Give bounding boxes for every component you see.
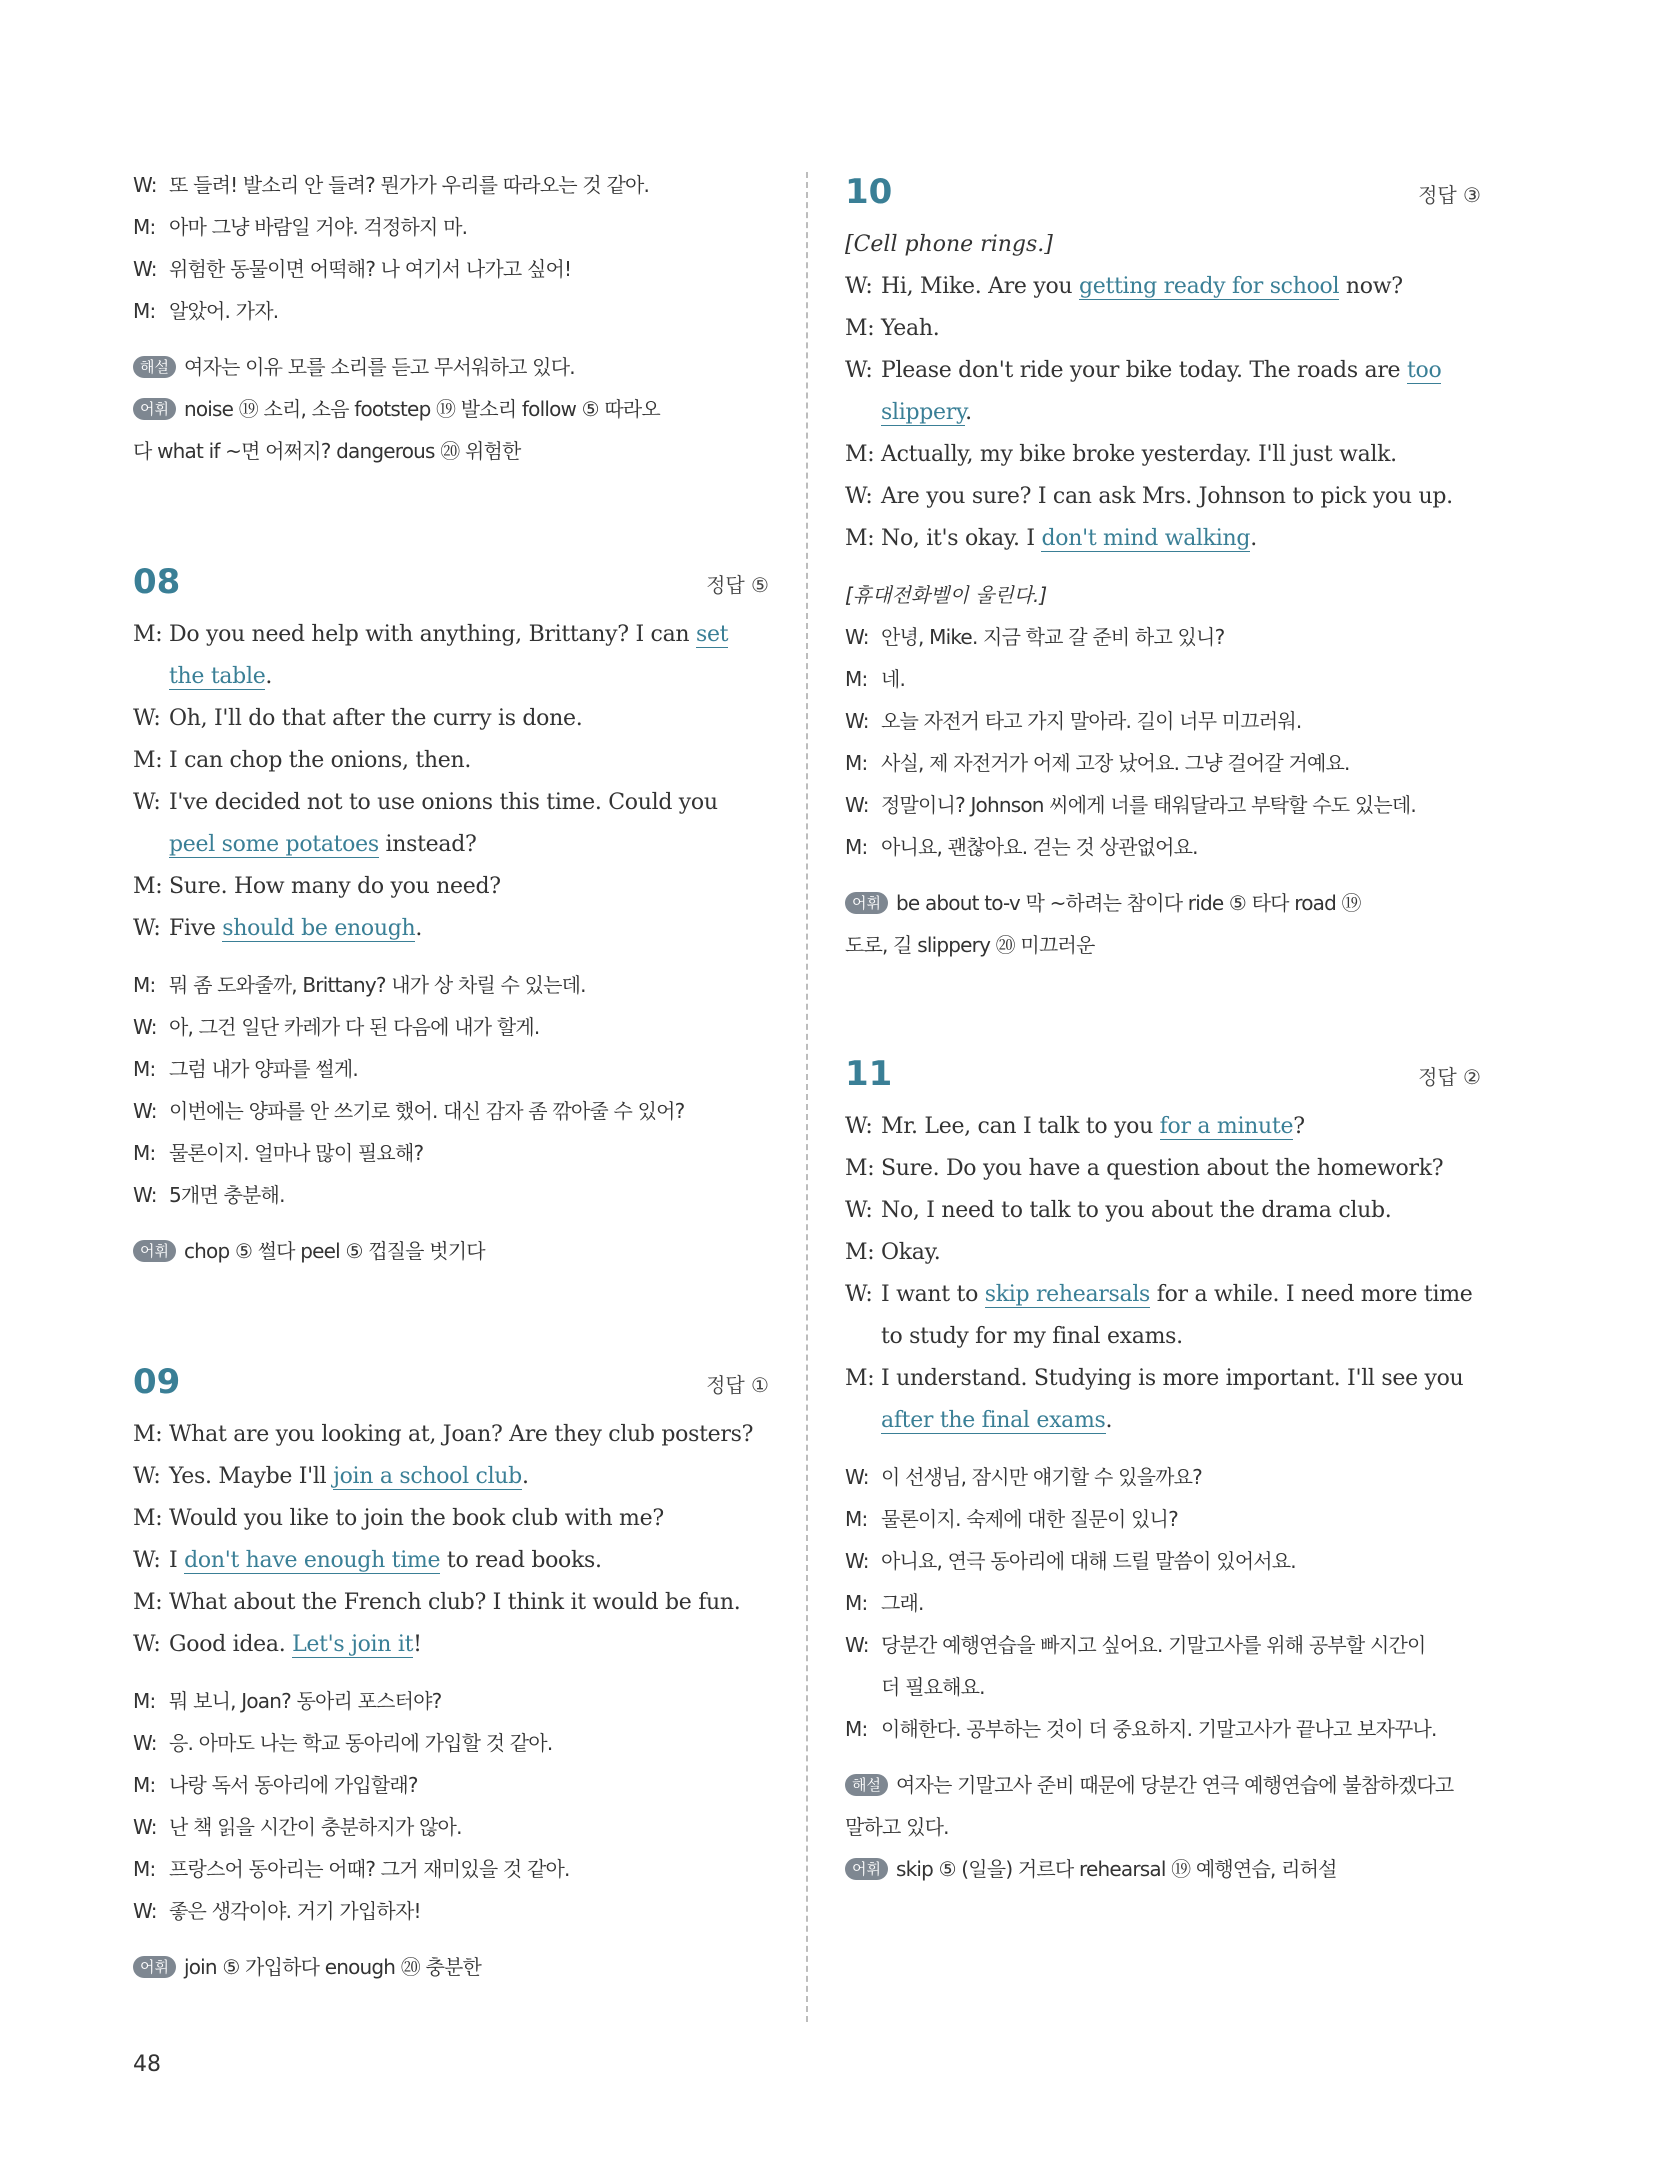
vocab-badge: 어휘: [845, 1858, 888, 1880]
speaker: M:: [133, 973, 156, 997]
line-text: 난 책 읽을 시간이 충분하지가 않아.: [169, 1815, 462, 1839]
speaker: M:: [133, 1422, 163, 1447]
vocab-text: skip ⑤ (일을) 거르다 rehearsal ⑲ 예행연습, 리허설: [895, 1857, 1337, 1881]
speaker: W:: [133, 173, 157, 197]
question-number: 08: [133, 562, 181, 602]
translation-line: [133, 1132, 769, 1174]
explanation-text: 여자는 기말고사 준비 때문에 당분간 연극 예행연습에 불참하겠다고: [895, 1773, 1454, 1797]
dialogue-line: [133, 248, 769, 290]
line-text: 응. 아마도 나는 학교 동아리에 가입할 것 같아.: [169, 1731, 553, 1755]
dialogue-line: [133, 656, 769, 698]
translation-line: [133, 1806, 769, 1848]
speaker: W:: [133, 1015, 157, 1039]
question-number: 10: [845, 172, 893, 212]
line-text: 아, 그건 일단 카레가 다 된 다음에 내가 할게.: [169, 1015, 540, 1039]
speaker: W:: [845, 1633, 869, 1657]
blank-answer: join a school club: [333, 1464, 522, 1489]
dialogue-line: [133, 1414, 769, 1456]
speaker: W:: [133, 1464, 161, 1489]
line-text: .: [521, 1464, 529, 1489]
line-text: 안녕, Mike. 지금 학교 갈 준비 하고 있니?: [881, 625, 1225, 649]
dialogue-line: [845, 392, 1481, 434]
line-text: .: [1105, 1408, 1113, 1433]
speaker: M:: [845, 1366, 875, 1391]
speaker: M:: [845, 1507, 868, 1531]
line-text: 프랑스어 동아리는 어때? 그거 재미있을 것 같아.: [169, 1857, 570, 1881]
line-text: 아니요, 괜찮아요. 걷는 것 상관없어요.: [881, 835, 1198, 859]
line-text: No, I need to talk to you about the drama club.: [881, 1198, 1392, 1223]
section-08: [133, 562, 769, 1272]
section-09: [133, 1362, 769, 1988]
dialogue-line: [845, 1400, 1481, 1442]
speaker: W:: [845, 1549, 869, 1573]
speaker: M:: [845, 526, 875, 551]
dialogue-line: [133, 908, 769, 950]
dialogue-line: [133, 782, 769, 824]
dialogue-line: [845, 1358, 1481, 1400]
line-text: 아마 그냥 바람일 거야. 걱정하지 마.: [169, 215, 468, 239]
translation-line: [133, 1006, 769, 1048]
line-text: 그래.: [881, 1591, 924, 1615]
line-text: for a while. I need more time: [1150, 1282, 1473, 1307]
dialogue-line: [845, 350, 1481, 392]
speaker: W:: [845, 709, 869, 733]
translation-line: [845, 1624, 1481, 1666]
translation-line: [133, 1890, 769, 1932]
dialogue-line: [845, 308, 1481, 350]
speaker: W:: [133, 1099, 157, 1123]
dialogue-line: [845, 1274, 1481, 1316]
blank-answer: skip rehearsals: [984, 1282, 1151, 1307]
column-divider: [806, 172, 808, 2022]
speaker: M:: [133, 1057, 156, 1081]
line-text: 네.: [881, 667, 906, 691]
line-text: What are you looking at, Joan? Are they club posters?: [169, 1422, 754, 1447]
vocabulary-continued: [845, 924, 1481, 966]
blank-answer: should be enough: [222, 916, 416, 941]
line-text: No, it's okay. I: [881, 526, 1042, 551]
vocabulary: [133, 1946, 769, 1988]
line-text: What about the French club? I think it would be fun.: [169, 1590, 741, 1615]
line-text: 더 필요해요.: [881, 1675, 985, 1699]
blank-answer: for a minute: [1159, 1114, 1294, 1139]
line-text: 물론이지. 얼마나 많이 필요해?: [169, 1141, 424, 1165]
translation-line: [845, 826, 1481, 868]
blank-answer: slippery: [881, 400, 966, 425]
dialogue-line: [133, 290, 769, 332]
vocab-text: noise ⑲ 소리, 소음 footstep ⑲ 발소리 follow ⑤ 따라오: [183, 397, 660, 421]
speaker: M:: [845, 442, 875, 467]
line-text: to read books.: [440, 1548, 602, 1573]
explanation: [845, 1764, 1481, 1806]
answer-label: 정답 ①: [706, 1373, 769, 1397]
vocabulary: [845, 1848, 1481, 1890]
translation-line: [133, 1090, 769, 1132]
dialogue-line: [845, 266, 1481, 308]
translation-line: [845, 1498, 1481, 1540]
speaker: M:: [133, 1506, 163, 1531]
speaker: W:: [845, 625, 869, 649]
speaker: M:: [845, 1240, 875, 1265]
line-text: !: [413, 1632, 422, 1657]
dialogue-line: [845, 434, 1481, 476]
speaker: W:: [133, 706, 161, 731]
speaker: W:: [845, 1465, 869, 1489]
section-07-continued: [133, 164, 769, 472]
line-text: ?: [1293, 1114, 1305, 1139]
blank-answer: getting ready for school: [1078, 274, 1340, 299]
question-header: [845, 1054, 1481, 1106]
translation-line: [845, 742, 1481, 784]
vocabulary-continued: [133, 430, 769, 472]
dialogue-line: [133, 1624, 769, 1666]
line-text: Please don't ride your bike today. The roads are: [881, 358, 1407, 383]
blank-answer: don't mind walking: [1041, 526, 1251, 551]
line-text: 5개면 충분해.: [169, 1183, 285, 1207]
translation-line: [133, 1848, 769, 1890]
blank-answer: don't have enough time: [184, 1548, 441, 1573]
line-text: Actually, my bike broke yesterday. I'll just walk.: [881, 442, 1397, 467]
line-text: Would you like to join the book club with me?: [169, 1506, 664, 1531]
translation-line: [845, 700, 1481, 742]
speaker: W:: [133, 1899, 157, 1923]
speaker: W:: [133, 1815, 157, 1839]
blank-answer: after the final exams: [881, 1408, 1106, 1433]
answer-label: 정답 ③: [1418, 183, 1481, 207]
dialogue-line: [133, 1582, 769, 1624]
explanation: [133, 346, 769, 388]
stage-direction: [Cell phone rings.]: [845, 232, 1053, 257]
line-text: 위험한 동물이면 어떡해? 나 여기서 나가고 싶어!: [169, 257, 572, 281]
speaker: M:: [133, 1857, 156, 1881]
speaker: W:: [133, 916, 161, 941]
speaker: M:: [133, 874, 163, 899]
blank-answer: Let's join it: [292, 1632, 414, 1657]
line-text: .: [965, 400, 972, 425]
vocabulary: [845, 882, 1481, 924]
speaker: M:: [845, 316, 875, 341]
speaker: W:: [845, 358, 873, 383]
speaker: W:: [133, 790, 161, 815]
translation-line: [133, 1680, 769, 1722]
line-text: I want to: [881, 1282, 985, 1307]
question-number: 11: [845, 1054, 893, 1094]
line-text: 그럼 내가 양파를 썰게.: [169, 1057, 358, 1081]
line-text: to study for my final exams.: [881, 1324, 1183, 1349]
explanation-badge: 해설: [845, 1774, 888, 1796]
translation-line: [133, 1764, 769, 1806]
translation-line: [845, 1708, 1481, 1750]
line-text: 뭐 좀 도와줄까, Brittany? 내가 상 차릴 수 있는데.: [169, 973, 586, 997]
line-text: 알았어. 가자.: [169, 299, 279, 323]
line-text: 당분간 예행연습을 빠지고 싶어요. 기말고사를 위해 공부할 시간이: [881, 1633, 1426, 1657]
speaker: W:: [133, 1632, 161, 1657]
line-text: 오늘 자전거 타고 가지 말아라. 길이 너무 미끄러워.: [881, 709, 1302, 733]
dialogue-line: [133, 1456, 769, 1498]
vocab-text: be about to-v 막 ~하려는 참이다 ride ⑤ 타다 road ⑲: [895, 891, 1361, 915]
dialogue-line: [845, 1106, 1481, 1148]
speaker: M:: [845, 751, 868, 775]
vocab-text: 도로, 길 slippery ⑳ 미끄러운: [845, 933, 1095, 957]
line-text: .: [265, 664, 273, 689]
speaker: M:: [845, 667, 868, 691]
explanation-text: 여자는 이유 모를 소리를 듣고 무서워하고 있다.: [183, 355, 575, 379]
dialogue-line: [845, 1232, 1481, 1274]
speaker: W:: [845, 274, 873, 299]
line-text: I can chop the onions, then.: [169, 748, 472, 773]
page-number: 48: [133, 2052, 161, 2077]
vocab-text: 다 what if ~면 어쩌지? dangerous ⑳ 위험한: [133, 439, 521, 463]
translation-line: [845, 1666, 1481, 1708]
line-text: Hi, Mike. Are you: [881, 274, 1079, 299]
stage-direction-translation: [휴대전화벨이 울린다.]: [845, 583, 1048, 607]
speaker: M:: [845, 1717, 868, 1741]
answer-label: 정답 ②: [1418, 1065, 1481, 1089]
vocab-text: join ⑤ 가입하다 enough ⑳ 충분한: [183, 1955, 482, 1979]
speaker: M:: [133, 1141, 156, 1165]
dialogue-line: [845, 518, 1481, 560]
line-text: now?: [1339, 274, 1403, 299]
line-text: 좋은 생각이야. 거기 가입하자!: [169, 1899, 421, 1923]
translation-line: [845, 658, 1481, 700]
speaker: W:: [845, 484, 873, 509]
dialogue-line: [133, 206, 769, 248]
line-text: instead?: [378, 832, 477, 857]
speaker: W:: [845, 793, 869, 817]
speaker: W:: [845, 1282, 873, 1307]
dialogue-line: [133, 740, 769, 782]
translation-line: [845, 1582, 1481, 1624]
speaker: W:: [845, 1198, 873, 1223]
vocab-text: chop ⑤ 썰다 peel ⑤ 껍질을 벗기다: [183, 1239, 485, 1263]
question-number: 09: [133, 1362, 181, 1402]
question-header: [133, 1362, 769, 1414]
question-header: [133, 562, 769, 614]
explanation-text: 말하고 있다.: [845, 1815, 949, 1839]
speaker: W:: [133, 1731, 157, 1755]
translation-line: [133, 1722, 769, 1764]
line-text: Oh, I'll do that after the curry is done.: [169, 706, 583, 731]
dialogue-line: [133, 164, 769, 206]
speaker: M:: [133, 215, 156, 239]
line-text: Do you need help with anything, Brittany? I can: [169, 622, 696, 647]
blank-answer: the table: [169, 664, 266, 689]
line-text: 아니요, 연극 동아리에 대해 드릴 말씀이 있어서요.: [881, 1549, 1296, 1573]
speaker: W:: [133, 1183, 157, 1207]
line-text: 이해한다. 공부하는 것이 더 중요하지. 기말고사가 끝나고 보자꾸나.: [881, 1717, 1437, 1741]
vocab-badge: 어휘: [133, 1956, 176, 1978]
speaker: M:: [133, 748, 163, 773]
line-text: Five: [169, 916, 223, 941]
line-text: .: [1250, 526, 1257, 551]
vocab-badge: 어휘: [845, 892, 888, 914]
line-text: Good idea.: [169, 1632, 293, 1657]
speaker: M:: [133, 299, 156, 323]
translation-line: [133, 1048, 769, 1090]
translation-line: [845, 784, 1481, 826]
question-header: [845, 172, 1481, 224]
speaker: W:: [133, 1548, 161, 1573]
explanation-continued: [845, 1806, 1481, 1848]
speaker: M:: [133, 1590, 163, 1615]
section-10: [845, 172, 1481, 966]
line-text: I understand. Studying is more important. I'll see you: [881, 1366, 1464, 1391]
speaker: W:: [133, 257, 157, 281]
blank-answer: peel some potatoes: [169, 832, 379, 857]
translation-line: [845, 616, 1481, 658]
vocab-badge: 어휘: [133, 398, 176, 420]
line-text: Sure. Do you have a question about the homework?: [881, 1156, 1444, 1181]
vocab-badge: 어휘: [133, 1240, 176, 1262]
translation-line: [845, 1456, 1481, 1498]
dialogue-line: [133, 698, 769, 740]
line-text: I: [169, 1548, 185, 1573]
speaker: M:: [133, 1689, 156, 1713]
translation-line: [133, 1174, 769, 1216]
translation-line: [133, 964, 769, 1006]
vocabulary: [133, 388, 769, 430]
dialogue-line: [133, 866, 769, 908]
line-text: 이번에는 양파를 안 쓰기로 했어. 대신 감자 좀 깎아줄 수 있어?: [169, 1099, 685, 1123]
speaker: W:: [845, 1114, 873, 1139]
line-text: 정말이니? Johnson 씨에게 너를 태워달라고 부탁할 수도 있는데.: [881, 793, 1416, 817]
line-text: Sure. How many do you need?: [169, 874, 501, 899]
speaker: M:: [845, 1156, 875, 1181]
blank-answer: set: [695, 622, 729, 647]
blank-answer: too: [1406, 358, 1442, 383]
speaker: M:: [133, 622, 163, 647]
dialogue-line: [133, 614, 769, 656]
line-text: .: [415, 916, 423, 941]
speaker: M:: [133, 1773, 156, 1797]
line-text: Yeah.: [881, 316, 940, 341]
line-text: 이 선생님, 잠시만 얘기할 수 있을까요?: [881, 1465, 1202, 1489]
line-text: Okay.: [881, 1240, 941, 1265]
line-text: 나랑 독서 동아리에 가입할래?: [169, 1773, 418, 1797]
dialogue-line: [133, 824, 769, 866]
speaker: M:: [845, 835, 868, 859]
dialogue-line: [133, 1540, 769, 1582]
explanation-badge: 해설: [133, 356, 176, 378]
dialogue-line: [845, 476, 1481, 518]
dialogue-line: [845, 1148, 1481, 1190]
line-text: Are you sure? I can ask Mrs. Johnson to pick you up.: [881, 484, 1453, 509]
translation-line: [845, 1540, 1481, 1582]
line-text: 또 들려! 발소리 안 들려? 뭔가가 우리를 따라오는 것 같아.: [169, 173, 650, 197]
line-text: 사실, 제 자전거가 어제 고장 났어요. 그냥 걸어갈 거예요.: [881, 751, 1350, 775]
vocabulary: [133, 1230, 769, 1272]
line-text: 물론이지. 숙제에 대한 질문이 있니?: [881, 1507, 1178, 1531]
line-text: Yes. Maybe I'll: [169, 1464, 334, 1489]
section-11: [845, 1054, 1481, 1890]
line-text: Mr. Lee, can I talk to you: [881, 1114, 1160, 1139]
dialogue-line: [133, 1498, 769, 1540]
line-text: 뭐 보니, Joan? 동아리 포스터야?: [169, 1689, 442, 1713]
line-text: I've decided not to use onions this time. Could you: [169, 790, 718, 815]
speaker: M:: [845, 1591, 868, 1615]
answer-label: 정답 ⑤: [706, 573, 769, 597]
dialogue-line: [845, 1190, 1481, 1232]
dialogue-line: [845, 1316, 1481, 1358]
